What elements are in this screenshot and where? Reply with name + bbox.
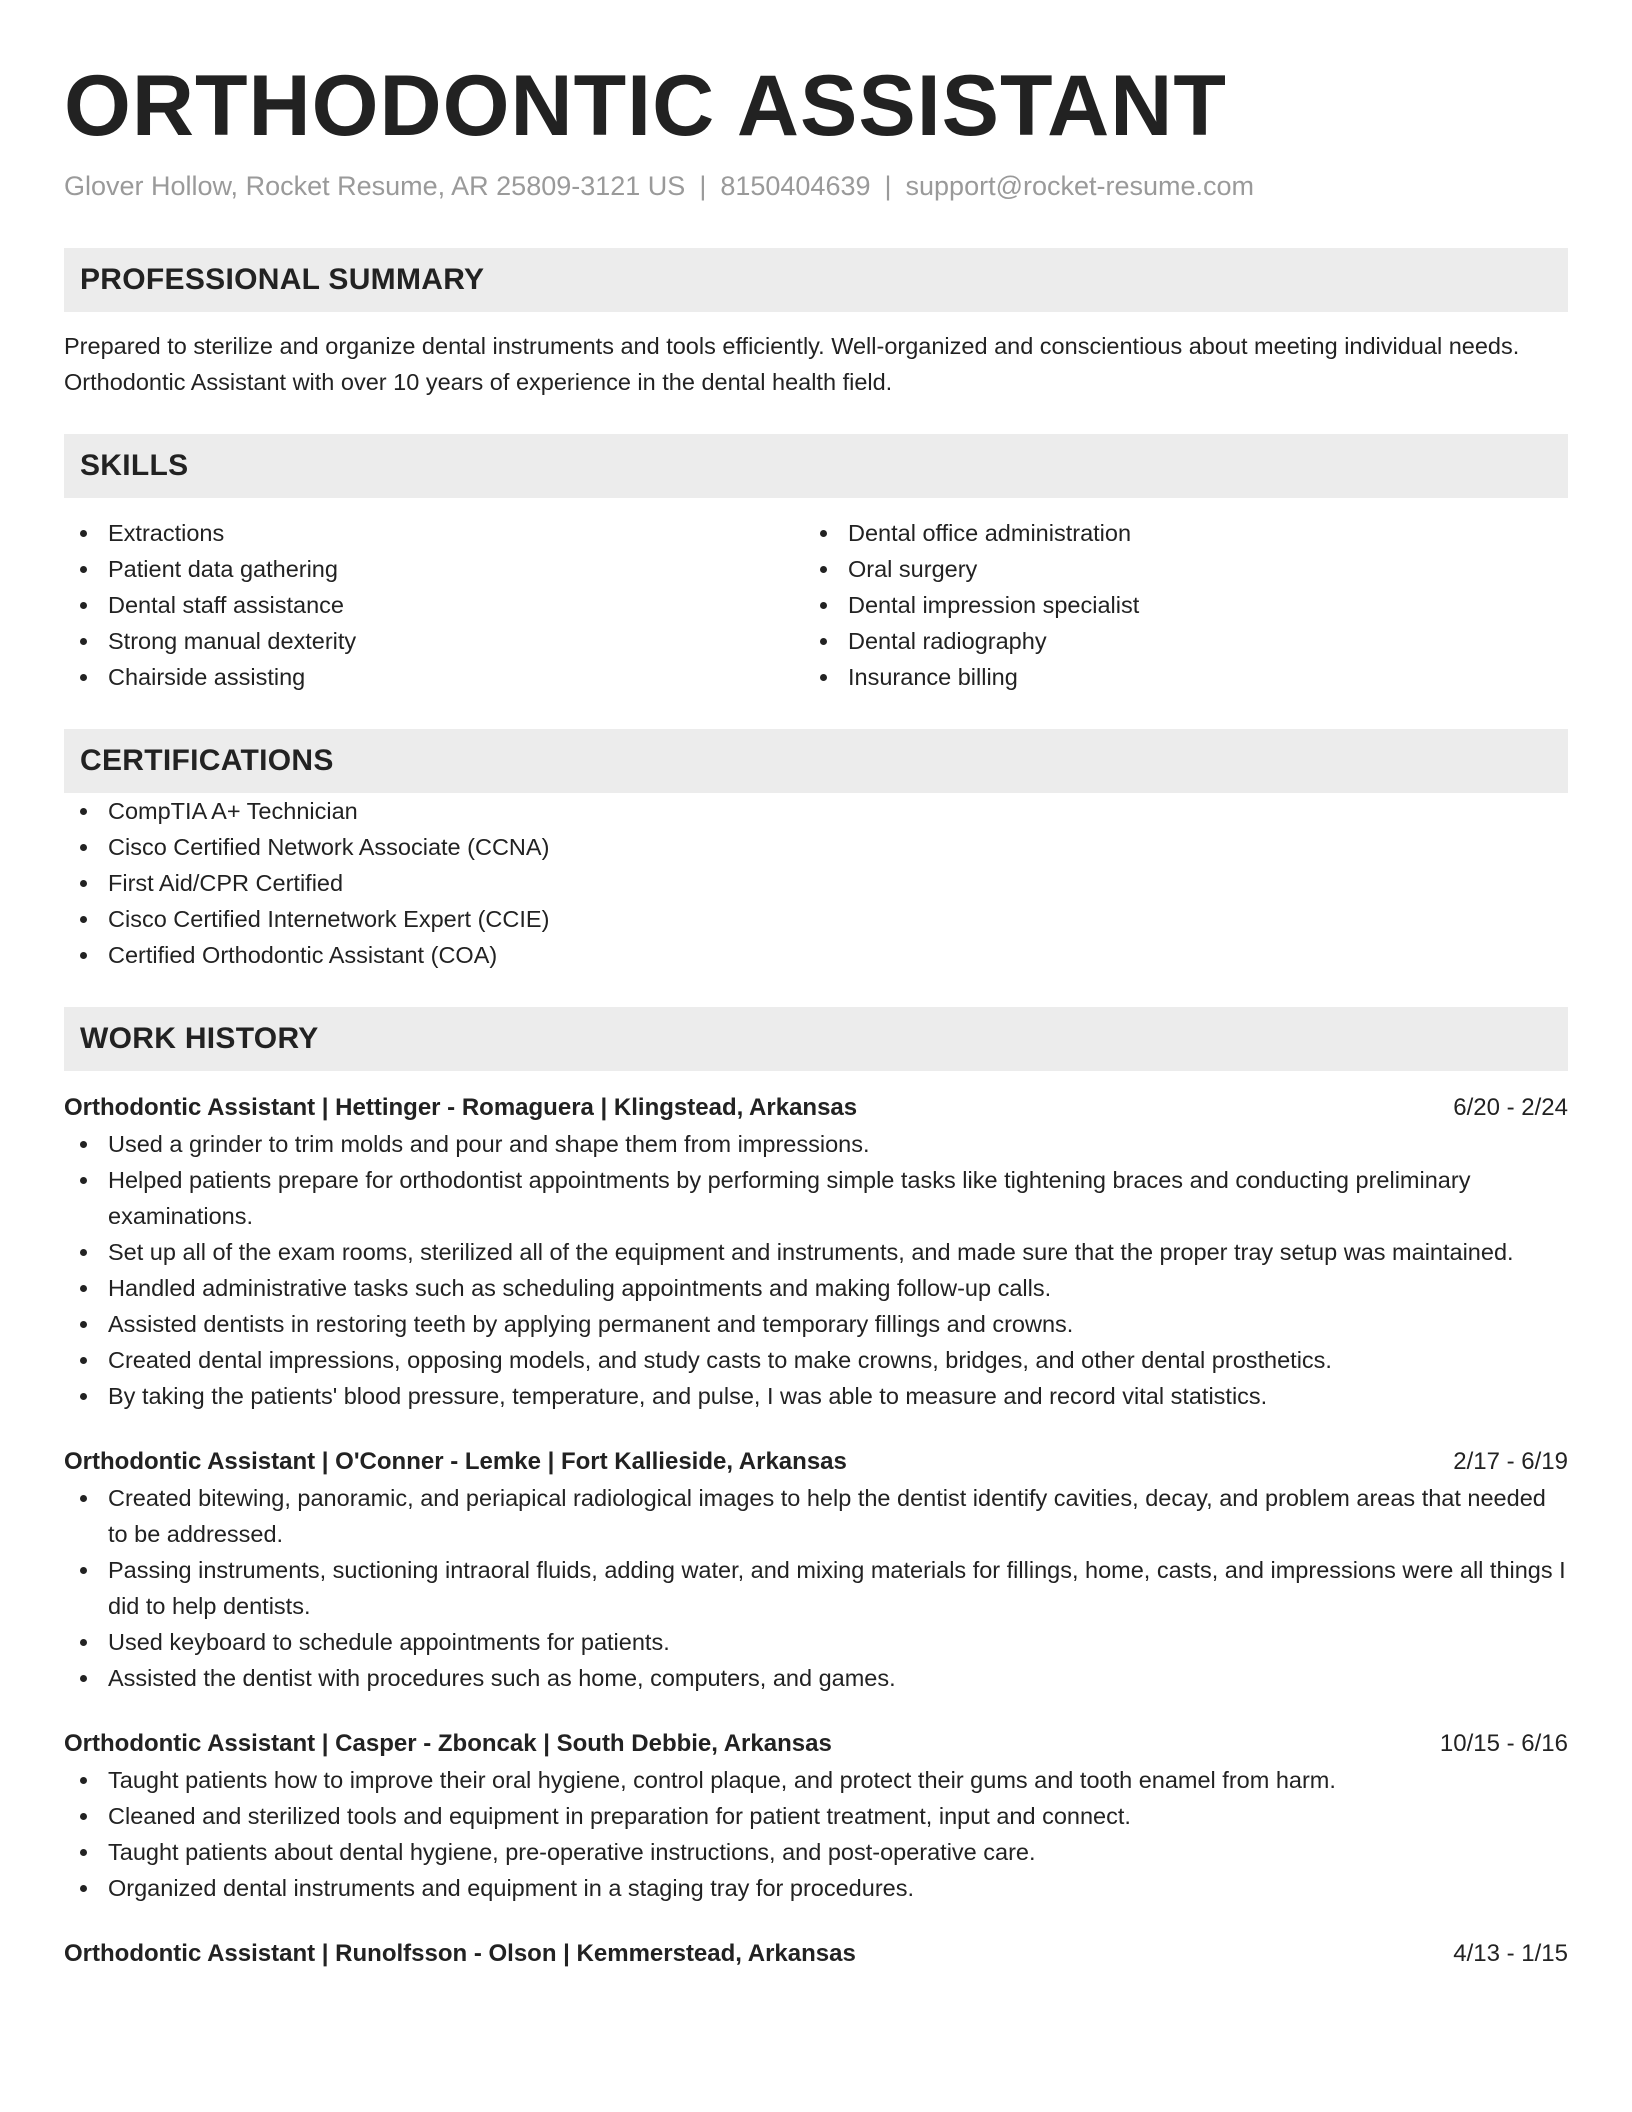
job-header (64, 1444, 1568, 1480)
job-bullet: Created dental impressions, opposing models, and study casts to make crowns, bridges, and other dental prosthetics. (64, 1342, 1568, 1378)
job-bullets (64, 1480, 1568, 1696)
skills-grid (64, 515, 1568, 695)
job-title: Orthodontic Assistant | O'Conner - Lemke | Fort Kallieside, Arkansas (64, 1448, 847, 1475)
section-header-skills: SKILLS (64, 434, 1568, 498)
certification-item: Cisco Certified Network Associate (CCNA) (64, 829, 1568, 865)
skill-item: Strong manual dexterity (64, 623, 804, 659)
section-header-work-history: WORK HISTORY (64, 1007, 1568, 1071)
section-header-certifications: CERTIFICATIONS (64, 729, 1568, 793)
job-header (64, 1936, 1568, 1972)
contact-phone: 8150404639 (720, 171, 871, 201)
section-header-summary: PROFESSIONAL SUMMARY (64, 248, 1568, 312)
skill-item: Patient data gathering (64, 551, 804, 587)
resume-name: ORTHODONTIC ASSISTANT (64, 58, 1227, 154)
job-bullet: Passing instruments, suctioning intraoral fluids, adding water, and mixing materials for fillings, home, casts, and impressions were all things I did to help dentists. (64, 1552, 1568, 1624)
skills-list-left (64, 515, 804, 695)
job-header (64, 1090, 1568, 1126)
contact-email: support@rocket-resume.com (905, 171, 1255, 201)
job-bullet: Cleaned and sterilized tools and equipment in preparation for patient treatment, input and connect. (64, 1798, 1568, 1834)
skill-item: Dental impression specialist (804, 587, 1544, 623)
job-dates: 10/15 - 6/16 (1439, 1730, 1568, 1757)
job-title: Orthodontic Assistant | Casper - Zboncak | South Debbie, Arkansas (64, 1730, 832, 1757)
job-bullet: Taught patients how to improve their oral hygiene, control plaque, and protect their gums and tooth enamel from harm. (64, 1762, 1568, 1798)
job-dates: 2/17 - 6/19 (1453, 1448, 1568, 1475)
job-title: Orthodontic Assistant | Hettinger - Romaguera | Klingstead, Arkansas (64, 1094, 858, 1121)
job-bullet: By taking the patients' blood pressure, temperature, and pulse, I was able to measure and record vital statistics. (64, 1378, 1568, 1414)
skills-list-right (804, 515, 1544, 695)
job-dates: 6/20 - 2/24 (1453, 1094, 1568, 1121)
skill-item: Dental office administration (804, 515, 1544, 551)
skill-item: Oral surgery (804, 551, 1544, 587)
certification-item: CompTIA A+ Technician (64, 793, 1568, 829)
job-dates: 4/13 - 1/15 (1453, 1940, 1568, 1967)
skill-item: Extractions (64, 515, 804, 551)
job-bullet: Helped patients prepare for orthodontist appointments by performing simple tasks like tightening braces and conducting preliminary examinations. (64, 1162, 1568, 1234)
contact-separator: | (884, 171, 892, 201)
skill-item: Insurance billing (804, 659, 1544, 695)
job-bullet: Assisted the dentist with procedures such as home, computers, and games. (64, 1660, 1568, 1696)
contact-line (64, 166, 1568, 206)
skill-item: Chairside assisting (64, 659, 804, 695)
job-bullets (64, 1126, 1568, 1414)
job-entry (64, 1090, 1568, 1414)
skill-item: Dental staff assistance (64, 587, 804, 623)
job-bullet: Taught patients about dental hygiene, pre-operative instructions, and post-operative care. (64, 1834, 1568, 1870)
certification-item: Cisco Certified Internetwork Expert (CCIE) (64, 901, 1568, 937)
job-entry (64, 1936, 1568, 1972)
job-header (64, 1726, 1568, 1762)
job-bullet: Set up all of the exam rooms, sterilized all of the equipment and instruments, and made sure that the proper tray setup was maintained. (64, 1234, 1568, 1270)
contact-separator: | (699, 171, 707, 201)
job-bullet: Used a grinder to trim molds and pour and shape them from impressions. (64, 1126, 1568, 1162)
job-title: Orthodontic Assistant | Runolfsson - Olson | Kemmerstead, Arkansas (64, 1940, 856, 1967)
certifications-list (64, 793, 1568, 973)
job-bullet: Handled administrative tasks such as scheduling appointments and making follow-up calls. (64, 1270, 1568, 1306)
job-bullet: Assisted dentists in restoring teeth by applying permanent and temporary fillings and crowns. (64, 1306, 1568, 1342)
certification-item: Certified Orthodontic Assistant (COA) (64, 937, 1568, 973)
certification-item: First Aid/CPR Certified (64, 865, 1568, 901)
job-bullet: Used keyboard to schedule appointments for patients. (64, 1624, 1568, 1660)
job-bullet: Organized dental instruments and equipment in a staging tray for procedures. (64, 1870, 1568, 1906)
job-bullets (64, 1762, 1568, 1906)
summary-text: Prepared to sterilize and organize dental instruments and tools efficiently. Well-organized and conscientious about meeting individual needs. Orthodontic Assistant with over 10 years of experience in the dental health field. (64, 333, 1520, 395)
skill-item: Dental radiography (804, 623, 1544, 659)
contact-address: Glover Hollow, Rocket Resume, AR 25809-3121 US (64, 171, 686, 201)
job-bullet: Created bitewing, panoramic, and periapical radiological images to help the dentist identify cavities, decay, and problem areas that needed to be addressed. (64, 1480, 1568, 1552)
job-entry (64, 1444, 1568, 1696)
job-entry (64, 1726, 1568, 1906)
